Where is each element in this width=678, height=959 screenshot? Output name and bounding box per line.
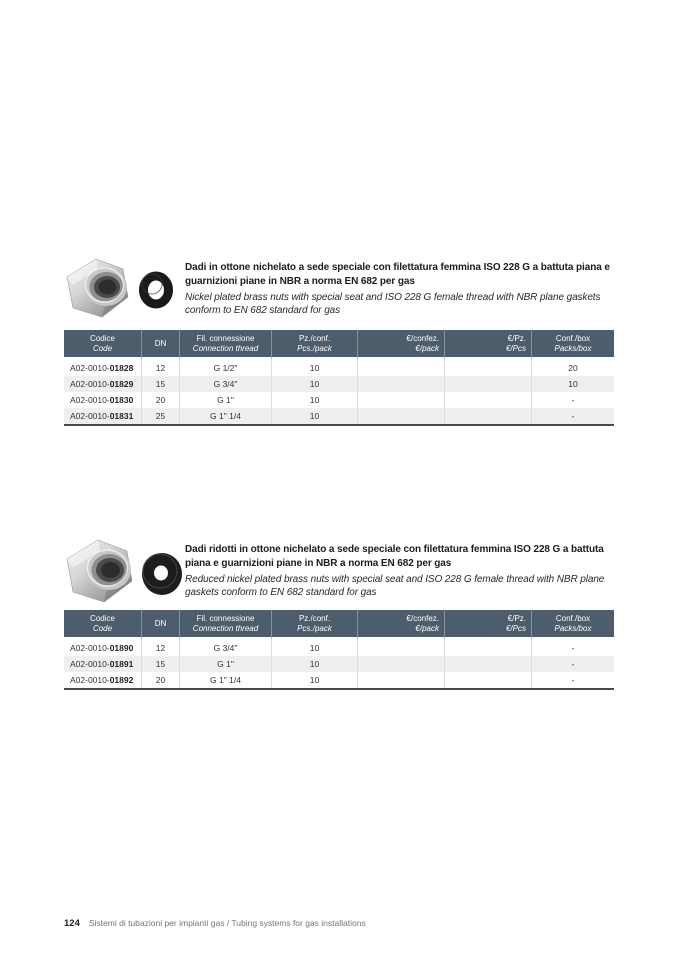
col-header-pack: Pz./conf. Pcs./pack xyxy=(271,610,357,640)
cell-box: - xyxy=(531,408,614,424)
product-title-english: Nickel plated brass nuts with special seat and ISO 228 G female thread with NBR plane gaskets conform to EN 682 standard for gas xyxy=(185,292,601,316)
cell-box: 10 xyxy=(531,376,614,392)
col-header-thread: Fil. connessione Connection thread xyxy=(179,330,271,360)
product-title-italian: Dadi in ottone nichelato a sede speciale con filettatura femmina ISO 228 G a battuta piana e guarnizioni piane in NBR a norma EN 682 per gas xyxy=(185,262,610,287)
cell-code: A02-0010-01830 xyxy=(64,392,141,408)
cell-price-piece xyxy=(444,672,531,688)
col-header-code: Codice Code xyxy=(64,610,141,640)
cell-dn: 12 xyxy=(141,360,179,376)
cell-price-pack xyxy=(357,360,444,376)
product-description xyxy=(185,538,631,599)
cell-thread: G 1" 1/4 xyxy=(179,408,271,424)
cell-price-piece xyxy=(444,360,531,376)
product-title-italian: Dadi ridotti in ottone nichelato a sede speciale con filettatura femmina ISO 228 G a battuta piana e guarnizioni piane in NBR a norma EN 682 per gas xyxy=(185,544,604,569)
cell-code: A02-0010-01831 xyxy=(64,408,141,424)
cell-price-pack xyxy=(357,640,444,656)
cell-code: A02-0010-01890 xyxy=(64,640,141,656)
product-description xyxy=(185,256,631,317)
cell-dn: 20 xyxy=(141,392,179,408)
hex-nut-and-o-ring-image xyxy=(64,256,176,320)
cell-dn: 12 xyxy=(141,640,179,656)
cell-dn: 25 xyxy=(141,408,179,424)
col-header-box: Conf./box Packs/box xyxy=(531,330,614,360)
col-header-price-pack: €/confez. €/pack xyxy=(357,330,444,360)
col-header-price-piece: €/Pz. €/Pcs xyxy=(444,610,531,640)
cell-price-piece xyxy=(444,408,531,424)
cell-code: A02-0010-01829 xyxy=(64,376,141,392)
col-header-dn: DN xyxy=(141,330,179,360)
cell-box: 20 xyxy=(531,360,614,376)
col-header-dn: DN xyxy=(141,610,179,640)
col-header-thread: Fil. connessione Connection thread xyxy=(179,610,271,640)
cell-thread: G 3/4" xyxy=(179,640,271,656)
table-row xyxy=(64,672,614,688)
product-photo-nut-washer xyxy=(64,538,184,609)
col-header-price-pack: €/confez. €/pack xyxy=(357,610,444,640)
cell-price-piece xyxy=(444,640,531,656)
cell-dn: 20 xyxy=(141,672,179,688)
cell-code: A02-0010-01892 xyxy=(64,672,141,688)
product-section-nuts xyxy=(64,256,614,421)
cell-price-piece xyxy=(444,656,531,672)
cell-code: A02-0010-01828 xyxy=(64,360,141,376)
product-title-english: Reduced nickel plated brass nuts with special seat and ISO 228 G female thread with NBR plane gaskets conform to EN 682 standard for gas xyxy=(185,574,605,598)
cell-box: - xyxy=(531,640,614,656)
cell-price-pack xyxy=(357,376,444,392)
cell-thread: G 1/2" xyxy=(179,360,271,376)
table-row xyxy=(64,408,614,424)
page-number: 124 xyxy=(64,918,80,929)
footer-section-title: Sistemi di tubazioni per impianti gas / Tubing systems for gas installations xyxy=(88,918,366,928)
col-header-price-piece: €/Pz. €/Pcs xyxy=(444,330,531,360)
table-header-row xyxy=(64,610,614,640)
cell-price-piece xyxy=(444,392,531,408)
cell-dn: 15 xyxy=(141,656,179,672)
cell-dn: 15 xyxy=(141,376,179,392)
cell-pack: 10 xyxy=(271,392,357,408)
col-header-pack: Pz./conf. Pcs./pack xyxy=(271,330,357,360)
cell-pack: 10 xyxy=(271,656,357,672)
product-section-reduced-nuts xyxy=(64,538,614,685)
cell-pack: 10 xyxy=(271,640,357,656)
cell-pack: 10 xyxy=(271,408,357,424)
table-row xyxy=(64,360,614,376)
product-spec-table xyxy=(64,610,614,690)
cell-thread: G 1" xyxy=(179,392,271,408)
cell-pack: 10 xyxy=(271,672,357,688)
cell-box: - xyxy=(531,672,614,688)
cell-pack: 10 xyxy=(271,376,357,392)
cell-box: - xyxy=(531,656,614,672)
product-spec-table xyxy=(64,330,614,426)
table-row xyxy=(64,640,614,656)
cell-code: A02-0010-01891 xyxy=(64,656,141,672)
cell-price-pack xyxy=(357,408,444,424)
cell-box: - xyxy=(531,392,614,408)
cell-price-pack xyxy=(357,656,444,672)
table-row xyxy=(64,376,614,392)
table-row xyxy=(64,656,614,672)
product-photo-nut-flat-gasket xyxy=(64,256,176,325)
col-header-box: Conf./box Packs/box xyxy=(531,610,614,640)
hex-nut-and-washer-image xyxy=(64,538,184,604)
cell-price-pack xyxy=(357,392,444,408)
table-row xyxy=(64,392,614,408)
col-header-code: Codice Code xyxy=(64,330,141,360)
cell-price-pack xyxy=(357,672,444,688)
cell-thread: G 3/4" xyxy=(179,376,271,392)
cell-pack: 10 xyxy=(271,360,357,376)
cell-price-piece xyxy=(444,376,531,392)
table-header-row xyxy=(64,330,614,360)
page-footer xyxy=(64,918,366,929)
cell-thread: G 1" 1/4 xyxy=(179,672,271,688)
cell-thread: G 1" xyxy=(179,656,271,672)
